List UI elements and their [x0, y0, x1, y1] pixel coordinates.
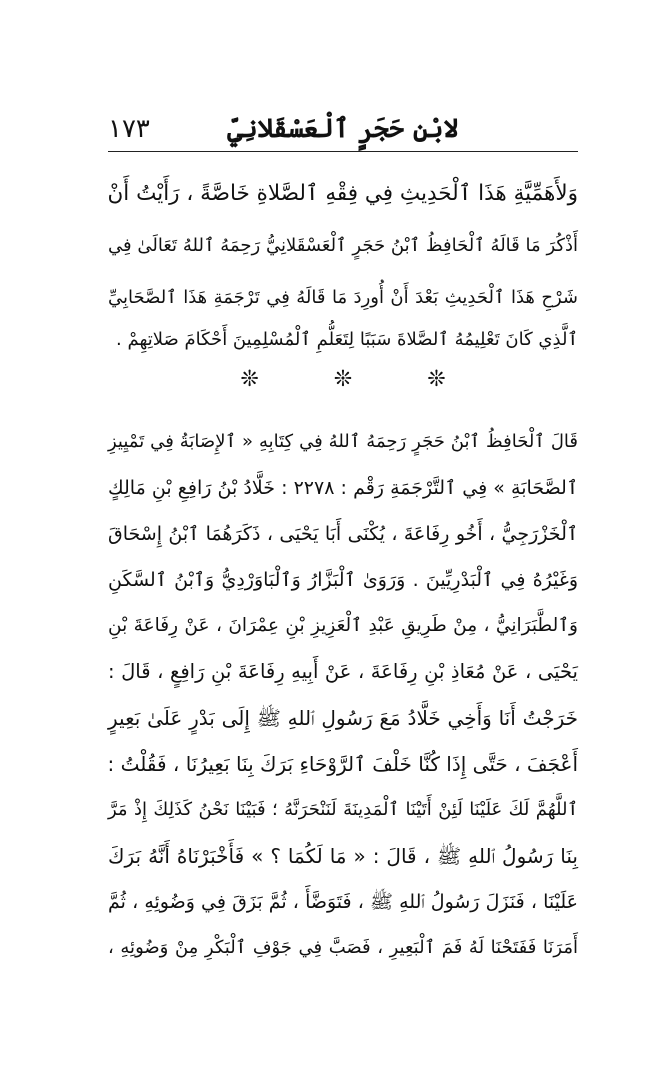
text-line: ٱلْخَزْرَجِيُّ ، أَخُو رِفَاعَةَ ، يُكْنَى أَبَا يَحْيَى ، ذَكَرَهُمَا ٱبْنُ إِسْحَاقَ [108, 523, 578, 545]
text-line: بِنَا رَسُولُ ٱللهِ ﷺ ، قَالَ : « مَا لَكُمَا ؟ » فَأَخْبَرْنَاهُ أَنَّهُ بَرَكَ [108, 844, 578, 868]
text-line: أَمَرَنَا فَفَتَحْنَا لَهُ فَمَ ٱلْبَعِيرِ ، فَصَبَّ فِي جَوْفِ ٱلْبَكْرِ مِنْ وَضُوئِهِ ، [108, 937, 578, 958]
text-line: ٱلصَّحَابَةِ » فِي ٱلتَّرْجَمَةِ رَقْم : ٢٢٧٨ : خَلَّادُ بْنُ رَافِعِ بْنِ مَالِكٍ [108, 477, 578, 499]
running-title: لابْنِ حَجَرٍ ٱلْعَسْقَلانِيِّ [227, 114, 459, 144]
text-line: ٱلَّذِي كَانَ تَعْلِيمُهُ ٱلصَّلاةَ سَبَبًا لِتَعَلُّمِ ٱلْمُسْلِمِينَ أَحْكَامَ صَلاتِهِمْ . [116, 329, 578, 350]
text-line: أَذْكُرَ مَا قَالَهُ ٱلْحَافِظُ ٱبْنُ حَجَرٍ ٱلْعَسْقَلانِيُّ رَحِمَهُ ٱللهُ تَعَالَىٰ فِي [108, 235, 578, 256]
page-number: ١٧٣ [108, 114, 150, 144]
text-line: شَرْحِ هَذَا ٱلْحَدِيثِ بَعْدَ أَنْ أُورِدَ مَا قَالَهُ فِي تَرْجَمَةِ هَذَا ٱلصَّحَابِيِّ [108, 287, 578, 308]
text-line: أَعْجَفَ ، حَتَّى إِذَا كُنَّا خَلْفَ ٱلرَّوْحَاءِ بَرَكَ بِنَا بَعِيرُنَا ، فَقُلْتُ : [107, 752, 578, 776]
text-line: وَغَيْرُهُ فِي ٱلْبَدْرِيِّينَ . وَرَوَىٰ ٱلْبَزَّارُ وَٱلْبَاوَرْدِيُّ وَٱبْنُ ٱلسَّكَنِ [108, 569, 578, 591]
ornament-star-icon: ❊ [333, 367, 353, 392]
text-line: ٱللَّهُمَّ لَكَ عَلَيْنَا لَئِنْ أَتَيْنَا ٱلْمَدِينَةَ لَنَنْحَرَنَّهُ ؛ فَبَيْنَا نَحْنُ كَذَلِكَ إِذْ مَرَّ [108, 799, 578, 820]
text-line: عَلَيْنَا ، فَنَزَلَ رَسُولُ ٱللهِ ﷺ ، فَتَوَضَّأَ ، ثُمَّ بَزَقَ فِي وَضُوئِهِ ، ثُمَّ [108, 891, 578, 913]
text-line: وَٱلطَّبَرَانِيُّ ، مِنْ طَرِيقِ عَبْدِ ٱلْعَزِيزِ بْنِ عِمْرَانَ ، عَنْ رِفَاعَةَ بْنِ [108, 615, 578, 636]
text-line: يَحْيَى ، عَنْ مُعَاذِ بْنِ رِفَاعَةَ ، عَنْ أَبِيهِ رِفَاعَةَ بْنِ رَافِعٍ ، قَالَ : [108, 660, 578, 683]
text-line: قَالَ ٱلْحَافِظُ ٱبْنُ حَجَرٍ رَحِمَهُ ٱللهُ فِي كِتَابِهِ « ٱلإِصَابَةُ فِي تَمْيِيزِ [108, 431, 578, 452]
page-header [108, 108, 578, 152]
ornament-star-icon: ❊ [240, 367, 259, 392]
header-divider [108, 151, 578, 152]
ornament-star-icon: ❊ [427, 367, 446, 392]
text-line: خَرَجْتُ أَنَا وَأَخِي خَلَّادُ مَعَ رَسُولِ ٱللهِ ﷺ إِلَى بَدْرٍ عَلَىٰ بَعِيرٍ [108, 706, 578, 730]
text-line: وَلأَهَمِّيَّةِ هَذَا ٱلْحَدِيثِ فِي فِقْهِ ٱلصَّلاةِ خَاصَّةً ، رَأَيْتُ أَنْ [107, 181, 578, 206]
section-separator [108, 362, 578, 398]
